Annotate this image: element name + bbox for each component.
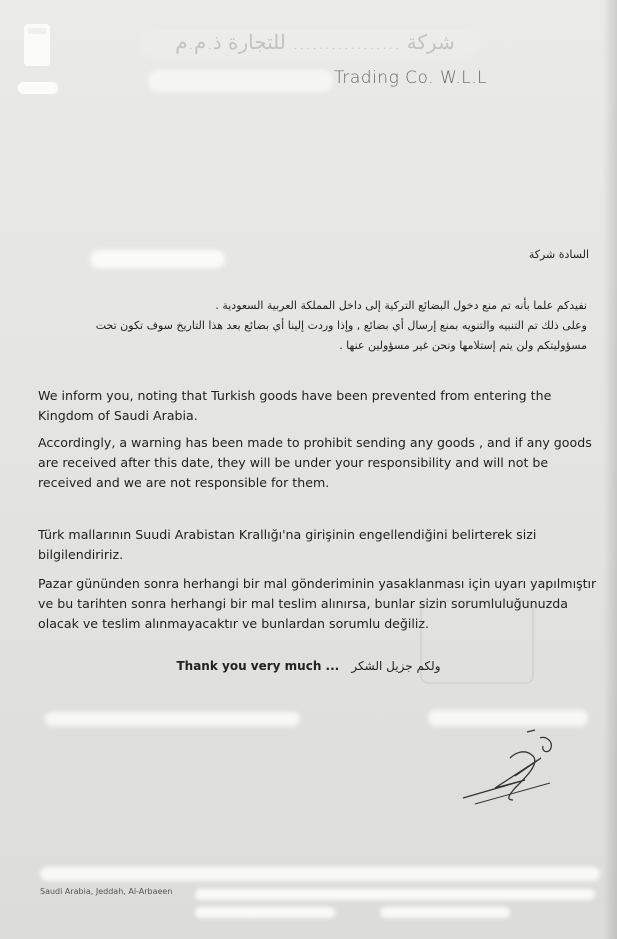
signatory-title-redaction xyxy=(428,710,588,726)
handwritten-signature xyxy=(455,728,575,808)
closing-arabic: ولكم جزيل الشكر xyxy=(351,659,441,673)
signatory-name-redaction xyxy=(45,712,300,726)
turkish-paragraph: Türk mallarının Suudi Arabistan Krallığı'na girişinin engellendiğini belirterek sizi bilgilendiririz. xyxy=(38,527,537,562)
footer-redaction xyxy=(40,867,600,881)
english-paragraph: We inform you, noting that Turkish goods have been prevented from entering the Kingdom of Saudi Arabia. xyxy=(38,388,552,423)
english-body xyxy=(38,386,598,500)
company-logo-icon xyxy=(16,22,62,102)
footer-redaction xyxy=(195,907,335,918)
arabic-paragraph: وعلى ذلك تم التنبيه والتنويه بمنع إرسال أي بضائع , وإذا وردت إلينا أي بضائع بعد هذا التاريخ سوف تكون تحت مسؤوليتكم ولن يتم إستلامها ونحن غير مسؤولين عنها . xyxy=(95,319,587,352)
scan-edge-shadow xyxy=(603,0,617,939)
closing-line xyxy=(0,659,617,673)
arabic-paragraph: نفيدكم علما بأنه تم منع دخول البضائع التركية إلى داخل المملكة العربية السعودية . xyxy=(215,299,587,312)
footer-address: Saudi Arabia, Jeddah, Al-Arbaeen xyxy=(40,887,173,896)
turkish-paragraph: Pazar gününden sonra herhangi bir mal gönderiminin yasaklanması için uyarı yapılmıştır ve bu tarihten sonra herhangi bir mal teslim alınırsa, bunlar sizin sorumluluğunuzda olacak ve teslim alınmayacaktır ve bunlardan sorumlu değiliz. xyxy=(38,576,597,631)
footer-redaction xyxy=(195,889,595,900)
company-name-arabic: شركة ................. للتجارة ذ.م.م xyxy=(175,30,455,54)
arabic-body xyxy=(47,296,587,356)
closing-english: Thank you very much ... xyxy=(176,659,340,673)
addressee-redaction xyxy=(90,250,225,268)
footer-redaction xyxy=(380,907,510,918)
company-name-english-redaction xyxy=(148,70,333,92)
english-paragraph: Accordingly, a warning has been made to prohibit sending any goods , and if any goods are received after this date, they will be under your responsibility and will not be received and we are not responsible for them. xyxy=(38,435,592,490)
company-name-english-suffix: Trading Co. W.L.L xyxy=(334,68,488,88)
salutation-arabic: السادة شركة xyxy=(528,248,589,261)
